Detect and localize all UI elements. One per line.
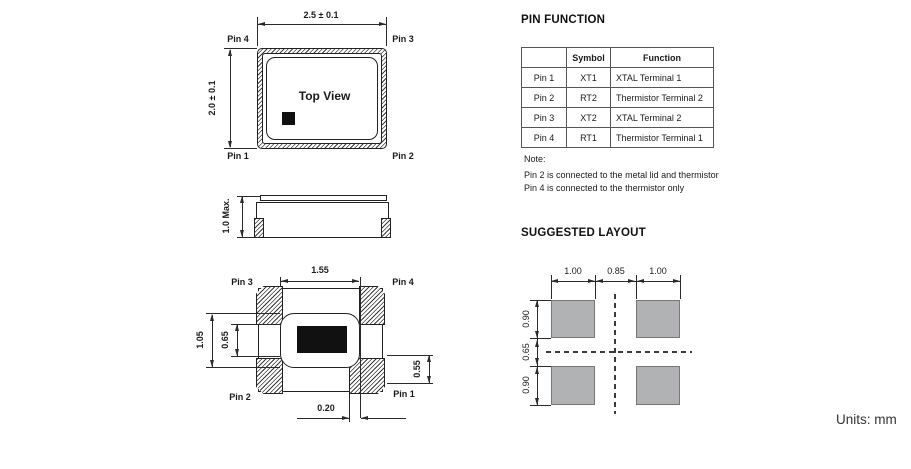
cell-function: XTAL Terminal 2 <box>611 108 714 128</box>
dim-arrow-up <box>427 355 431 362</box>
dim-arrow-down <box>427 376 431 383</box>
dim-arrow-right <box>628 279 635 283</box>
layout-top-dim-line <box>551 281 680 282</box>
bottomview-ext-020-left <box>349 394 350 422</box>
bottomview-ext-155-right-long <box>360 277 361 418</box>
pin1-index-mark <box>282 112 295 125</box>
layout-ext-v4 <box>680 275 681 299</box>
dim-arrow-down <box>535 398 539 405</box>
dim-arrow-up <box>235 324 239 331</box>
dim-arrow-down <box>210 360 214 367</box>
layout-dim-090-bottom-label: 0.90 <box>521 376 531 394</box>
sideview-body <box>256 202 389 238</box>
dim-arrow-right <box>352 279 359 283</box>
layout-ext-h2 <box>530 338 551 339</box>
topview-height-dim-line <box>230 50 231 147</box>
bottomview-ext-055-bottom <box>387 383 433 384</box>
pin-function-title: PIN FUNCTION <box>521 14 606 26</box>
topview-label: Top View <box>298 88 351 103</box>
layout-dim-100-left-label: 1.00 <box>564 266 582 276</box>
note-line-2: Pin 4 is connected to the thermistor only <box>524 183 685 193</box>
dim-arrow-left <box>596 279 603 283</box>
note-line-1: Pin 2 is connected to the metal lid and thermistor <box>524 170 719 180</box>
cell-symbol: XT1 <box>567 68 611 88</box>
bottomview-pin2-label: Pin 2 <box>229 392 251 402</box>
table-row <box>522 88 714 108</box>
note-title: Note: <box>524 154 546 164</box>
suggested-layout-title: SUGGESTED LAYOUT <box>521 227 646 239</box>
dim-arrow-right <box>342 416 349 420</box>
layout-dim-100-right-label: 1.00 <box>649 266 667 276</box>
topview-width-dim-line <box>258 24 386 25</box>
layout-dim-085-label: 0.85 <box>607 266 625 276</box>
dim-arrow-up <box>535 367 539 374</box>
bottomview-pin3-label: Pin 3 <box>231 277 253 287</box>
dim-arrow-right <box>588 279 595 283</box>
cell-pin: Pin 1 <box>522 68 567 88</box>
dim-arrow-left <box>361 416 368 420</box>
topview-pin1-label: Pin 1 <box>227 151 249 161</box>
layout-pad-bottom-right <box>636 366 680 405</box>
bottomview-dim-055-label: 0.55 <box>412 360 422 378</box>
topview-pin4-label: Pin 4 <box>227 34 249 44</box>
sideview-height-dim-label: 1.0 Max. <box>221 198 231 234</box>
units-label: Units: mm <box>836 412 897 427</box>
bottomview-dim-105-label: 1.05 <box>195 331 205 349</box>
dim-arrow-up <box>228 49 232 56</box>
dim-arrow-up <box>535 300 539 307</box>
dim-arrow-left <box>551 279 558 283</box>
layout-dim-065-label: 0.65 <box>521 343 531 361</box>
cell-function: Thermistor Terminal 2 <box>611 88 714 108</box>
layout-ext-h1 <box>530 300 551 301</box>
topview-package-body <box>257 48 387 149</box>
topview-height-dim-label: 2.0 ± 0.1 <box>207 80 217 116</box>
dim-arrow-up <box>535 340 539 347</box>
topview-width-dim-label: 2.5 ± 0.1 <box>303 10 339 20</box>
layout-left-dim-line <box>537 300 538 405</box>
layout-dim-090-top-label: 0.90 <box>521 310 531 328</box>
layout-ext-h3 <box>530 366 551 367</box>
bottomview-pad-top-left <box>256 286 283 325</box>
dim-arrow-down <box>235 349 239 356</box>
cell-symbol: XT2 <box>567 108 611 128</box>
header-cell-symbol: Symbol <box>567 48 611 68</box>
topview-pin3-label: Pin 3 <box>392 34 414 44</box>
bottomview-pad-bottom-left <box>256 358 283 394</box>
layout-pad-bottom-left <box>551 366 595 405</box>
layout-pad-top-left <box>551 300 595 338</box>
header-cell-pin <box>522 48 567 68</box>
bottomview-pin4-label: Pin 4 <box>392 277 414 287</box>
bottomview-dim-065-label: 0.65 <box>220 331 230 349</box>
table-row <box>522 128 714 148</box>
table-header-row <box>522 48 714 68</box>
table-row <box>522 68 714 88</box>
pin-function-table <box>521 47 714 148</box>
dim-arrow-right <box>673 279 680 283</box>
cell-pin: Pin 2 <box>522 88 567 108</box>
bottomview-ext-105-top <box>206 313 280 314</box>
cell-symbol: RT1 <box>567 128 611 148</box>
cell-symbol: RT2 <box>567 88 611 108</box>
topview-height-ext-bottom <box>224 148 257 149</box>
header-cell-function: Function <box>611 48 714 68</box>
dim-arrow-down <box>228 141 232 148</box>
cell-function: XTAL Terminal 1 <box>611 68 714 88</box>
sideview-lid <box>260 195 387 201</box>
dim-arrow-down <box>240 230 244 237</box>
cell-function: Thermistor Terminal 1 <box>611 128 714 148</box>
dim-arrow-right <box>379 22 386 26</box>
bottomview-ext-065-bottom <box>231 356 280 357</box>
sideview-pad-left <box>254 218 264 238</box>
bottomview-dim-155-label: 1.55 <box>311 265 329 275</box>
table-row <box>522 108 714 128</box>
topview-pin2-label: Pin 2 <box>392 151 414 161</box>
dim-arrow-up <box>210 314 214 321</box>
bottomview-ext-105-bottom <box>206 367 280 368</box>
sideview-ext-bottom <box>237 237 256 238</box>
sideview-pad-right <box>381 218 391 238</box>
dim-arrow-left <box>281 279 288 283</box>
topview-width-ext-right <box>386 17 387 46</box>
bottomview-crystal-pad <box>297 326 347 353</box>
dim-arrow-up <box>240 196 244 203</box>
layout-ext-h4 <box>530 405 551 406</box>
cell-pin: Pin 4 <box>522 128 567 148</box>
bottomview-pad-top-right <box>359 286 385 325</box>
cell-pin: Pin 3 <box>522 108 567 128</box>
bottomview-pin1-label: Pin 1 <box>393 389 415 399</box>
layout-centerline-vertical <box>614 294 616 414</box>
layout-centerline-horizontal <box>546 351 692 353</box>
bottomview-dim-155-line <box>281 281 359 282</box>
dim-arrow-left <box>258 22 265 26</box>
dim-arrow-down <box>535 331 539 338</box>
layout-pad-top-right <box>636 300 680 338</box>
dim-arrow-down <box>535 358 539 365</box>
dim-arrow-left <box>637 279 644 283</box>
bottomview-dim-020-label: 0.20 <box>317 403 335 413</box>
